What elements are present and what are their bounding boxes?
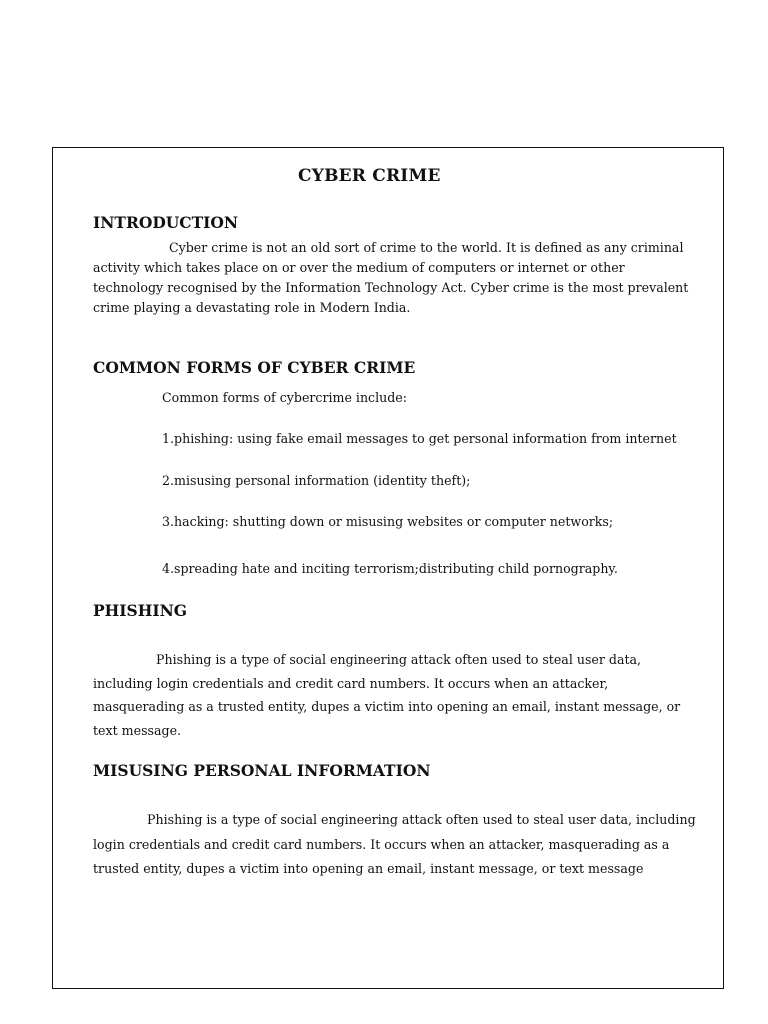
list-item: 3.hacking: shutting down or misusing websites or computer networks; (162, 514, 614, 529)
common-forms-intro: Common forms of cybercrime include: (162, 390, 408, 405)
introduction-line: Cyber crime is not an old sort of crime to the world. It is defined as any criminal (169, 240, 684, 255)
misusing-line: Phishing is a type of social engineering attack often used to steal user data, including (147, 812, 696, 827)
phishing-paragraph (93, 648, 680, 742)
misusing-heading: MISUSING PERSONAL INFORMATION (93, 761, 431, 780)
phishing-heading: PHISHING (93, 601, 188, 620)
misusing-line: login credentials and credit card numbers. It occurs when an attacker, masquerading as a (93, 836, 670, 852)
common-forms-heading: COMMON FORMS OF CYBER CRIME (93, 358, 416, 377)
introduction-line: activity which takes place on or over the medium of computers or internet or other (93, 260, 625, 275)
introduction-line: technology recognised by the Information Technology Act. Cyber crime is the most prevalent (93, 280, 689, 295)
phishing-line: text message. (93, 722, 182, 738)
introduction-heading: INTRODUCTION (93, 213, 239, 232)
phishing-line: including login credentials and credit card numbers. It occurs when an attacker, (93, 675, 609, 691)
misusing-line: trusted entity, dupes a victim into opening an email, instant message, or text message (93, 861, 644, 876)
list-item: 4.spreading hate and inciting terrorism;distributing child pornography. (162, 561, 618, 576)
introduction-line: crime playing a devastating role in Modern India. (93, 300, 411, 315)
phishing-line: Phishing is a type of social engineering attack often used to steal user data, (156, 652, 642, 667)
introduction-paragraph (93, 238, 688, 318)
list-item: 2.misusing personal information (identity theft); (162, 473, 471, 488)
misusing-paragraph (93, 808, 696, 882)
phishing-line: masquerading as a trusted entity, dupes a victim into opening an email, instant message, or (93, 699, 681, 714)
list-item: 1.phishing: using fake email messages to get personal information from internet (162, 431, 677, 446)
document-title: CYBER CRIME (298, 166, 441, 186)
